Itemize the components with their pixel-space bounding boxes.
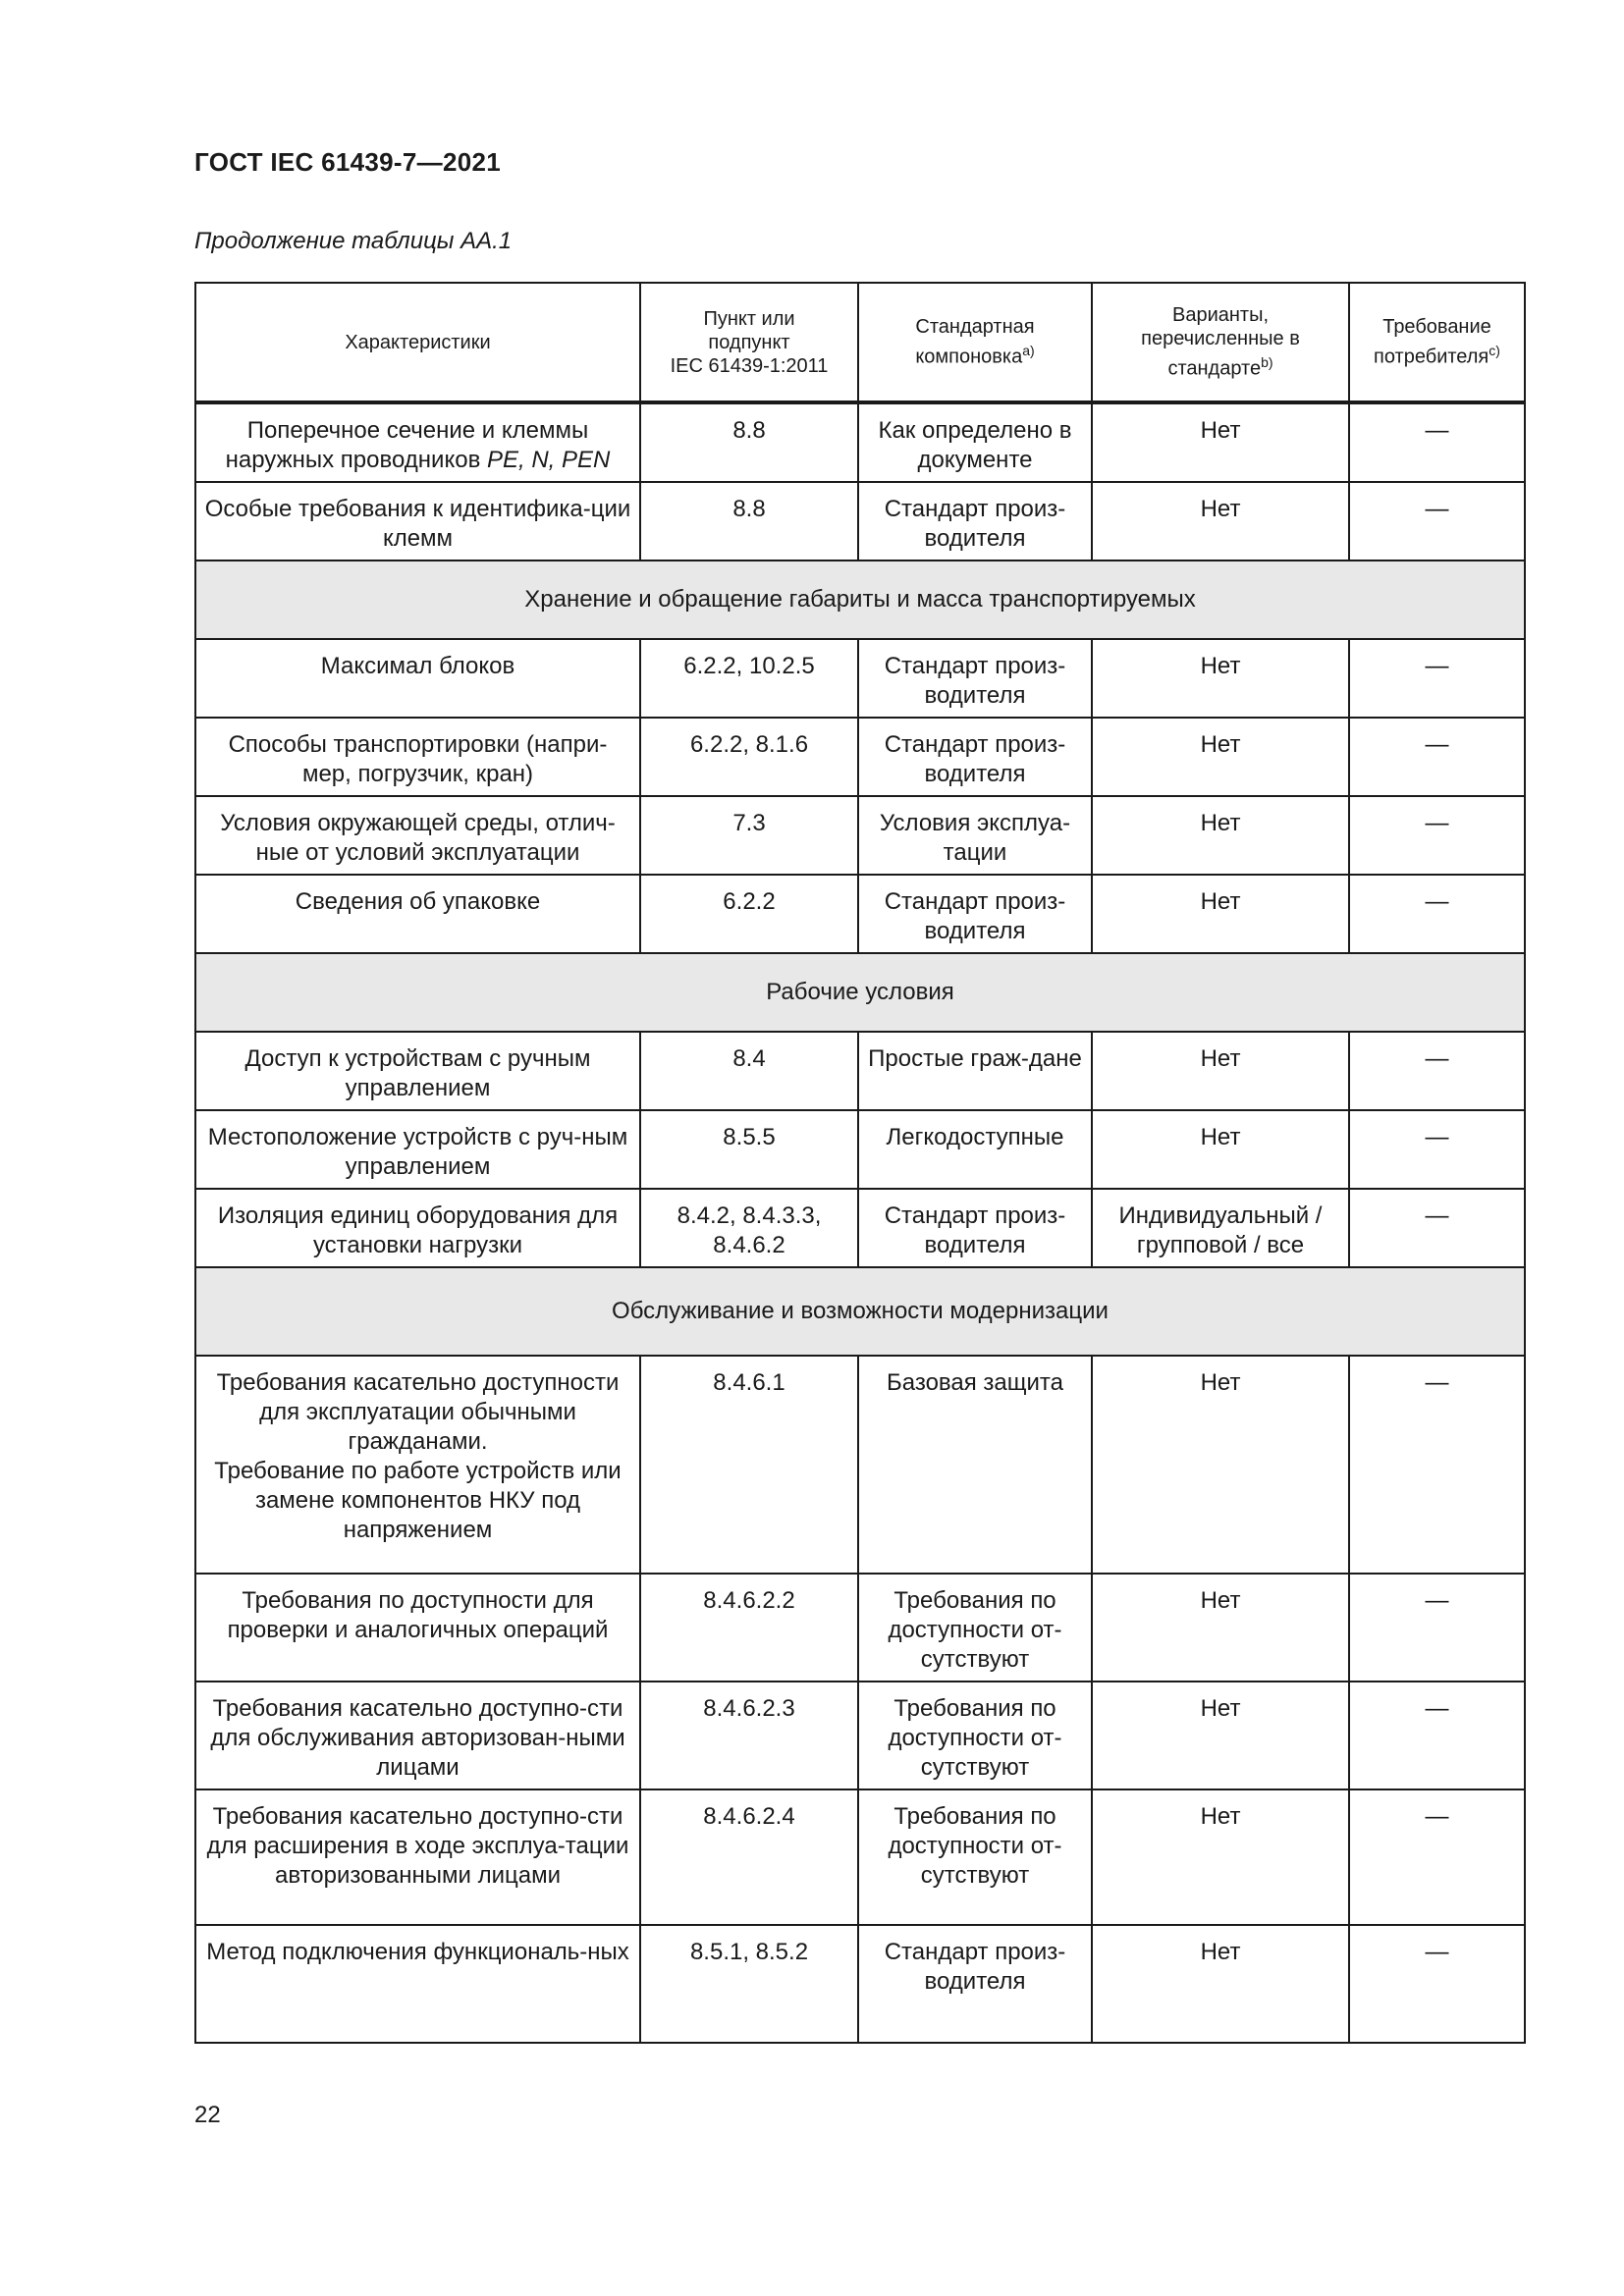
cell-standard: Стандарт произ-водителя xyxy=(858,875,1092,953)
cell-options: Нет xyxy=(1092,1789,1349,1925)
cell-requirement: — xyxy=(1349,1032,1525,1110)
cell-clause: 8.4 xyxy=(640,1032,858,1110)
cell-requirement: — xyxy=(1349,796,1525,875)
cell-clause: 8.4.2, 8.4.3.3, 8.4.6.2 xyxy=(640,1189,858,1267)
cell-requirement: — xyxy=(1349,1789,1525,1925)
cell-options: Нет xyxy=(1092,639,1349,718)
cell-clause: 8.4.6.2.2 xyxy=(640,1574,858,1682)
cell-options: Нет xyxy=(1092,402,1349,482)
section-row xyxy=(195,1267,1525,1356)
cell-standard: Простые граж-дане xyxy=(858,1032,1092,1110)
cell-clause: 8.4.6.2.4 xyxy=(640,1789,858,1925)
col-header-user-requirement: Требование потребителя$^{c)}$ xyxy=(1349,283,1525,402)
spec-table xyxy=(194,282,1526,2044)
cell-options: Нет xyxy=(1092,796,1349,875)
cell-standard: Стандарт произ-водителя xyxy=(858,718,1092,796)
cell-standard: Легкодоступные xyxy=(858,1110,1092,1189)
section-row xyxy=(195,561,1525,639)
cell-standard: Стандарт произ-водителя xyxy=(858,1189,1092,1267)
cell-characteristic: Условия окружающей среды, отлич-ные от условий эксплуатации xyxy=(195,796,640,875)
cell-options: Нет xyxy=(1092,1110,1349,1189)
cell-characteristic: Требования касательно доступно-сти для расширения в ходе эксплуа-тации авторизованными лицами xyxy=(195,1789,640,1925)
section-title: Хранение и обращение габариты и масса транспортируемых xyxy=(195,561,1525,639)
cell-characteristic: Требования по доступности для проверки и аналогичных операций xyxy=(195,1574,640,1682)
table-row xyxy=(195,1356,1525,1574)
cell-standard: Как определено в документе xyxy=(858,402,1092,482)
cell-requirement: — xyxy=(1349,402,1525,482)
col-header-clause: Пункт или подпункт IEC 61439-1:2011 xyxy=(640,283,858,402)
col-header-characteristics: Характеристики xyxy=(195,283,640,402)
cell-options: Нет xyxy=(1092,1032,1349,1110)
table-row xyxy=(195,718,1525,796)
cell-standard: Требования по доступности от-сутствуют xyxy=(858,1574,1092,1682)
document-id: ГОСТ IEC 61439-7—2021 xyxy=(194,147,501,177)
cell-clause: 7.3 xyxy=(640,796,858,875)
cell-characteristic: Местоположение устройств с руч-ным управлением xyxy=(195,1110,640,1189)
col-header-options: Варианты, перечисленные в стандарте$^{b)}$ xyxy=(1092,283,1349,402)
cell-characteristic: Поперечное сечение и клеммы наружных проводников PE, N, PEN xyxy=(195,402,640,482)
cell-characteristic: Сведения об упаковке xyxy=(195,875,640,953)
cell-clause: 8.8 xyxy=(640,402,858,482)
cell-options: Нет xyxy=(1092,1356,1349,1574)
cell-clause: 6.2.2 xyxy=(640,875,858,953)
cell-options: Нет xyxy=(1092,1574,1349,1682)
section-title: Рабочие условия xyxy=(195,953,1525,1032)
cell-clause: 8.5.1, 8.5.2 xyxy=(640,1925,858,2043)
cell-options: Нет xyxy=(1092,1682,1349,1789)
cell-characteristic: Особые требования к идентифика-ции клемм xyxy=(195,482,640,561)
cell-characteristic: Максимал блоков xyxy=(195,639,640,718)
cell-standard: Стандарт произ-водителя xyxy=(858,639,1092,718)
cell-standard: Стандарт произ-водителя xyxy=(858,482,1092,561)
cell-standard: Условия эксплуа-тации xyxy=(858,796,1092,875)
cell-requirement: — xyxy=(1349,1189,1525,1267)
table-row xyxy=(195,875,1525,953)
cell-options: Нет xyxy=(1092,718,1349,796)
table-header-row xyxy=(195,283,1525,402)
cell-options: Нет xyxy=(1092,875,1349,953)
cell-clause: 6.2.2, 8.1.6 xyxy=(640,718,858,796)
table-row xyxy=(195,1574,1525,1682)
cell-characteristic: Метод подключения функциональ-ных xyxy=(195,1925,640,2043)
cell-clause: 8.8 xyxy=(640,482,858,561)
table-row xyxy=(195,639,1525,718)
table-row xyxy=(195,1789,1525,1925)
cell-requirement: — xyxy=(1349,639,1525,718)
table-row xyxy=(195,1032,1525,1110)
cell-options: Нет xyxy=(1092,482,1349,561)
cell-characteristic: Способы транспортировки (напри-мер, погрузчик, кран) xyxy=(195,718,640,796)
table-row xyxy=(195,1189,1525,1267)
cell-clause: 8.4.6.2.3 xyxy=(640,1682,858,1789)
cell-requirement: — xyxy=(1349,1356,1525,1574)
cell-requirement: — xyxy=(1349,1110,1525,1189)
cell-options: Индивидуальный / групповой / все xyxy=(1092,1189,1349,1267)
cell-characteristic: Доступ к устройствам с ручным управлением xyxy=(195,1032,640,1110)
cell-requirement: — xyxy=(1349,1574,1525,1682)
cell-clause: 8.5.5 xyxy=(640,1110,858,1189)
cell-characteristic: Требования касательно доступно-сти для обслуживания авторизован-ными лицами xyxy=(195,1682,640,1789)
table-row xyxy=(195,796,1525,875)
table-row xyxy=(195,482,1525,561)
cell-requirement: — xyxy=(1349,482,1525,561)
table-row xyxy=(195,402,1525,482)
cell-standard: Базовая защита xyxy=(858,1356,1092,1574)
table-row xyxy=(195,1110,1525,1189)
cell-clause: 6.2.2, 10.2.5 xyxy=(640,639,858,718)
cell-options: Нет xyxy=(1092,1925,1349,2043)
cell-standard: Стандарт произ-водителя xyxy=(858,1925,1092,2043)
col-header-standard-arrangement: Стандартная компоновка$^{a)}$ xyxy=(858,283,1092,402)
table-caption: Продолжение таблицы АА.1 xyxy=(194,228,513,254)
section-row xyxy=(195,953,1525,1032)
section-title: Обслуживание и возможности модернизации xyxy=(195,1267,1525,1356)
cell-requirement: — xyxy=(1349,1682,1525,1789)
cell-characteristic: Требования касательно доступности для эксплуатации обычными гражданами. Требование по работе устройств или замене компонентов НКУ под напряжением xyxy=(195,1356,640,1574)
cell-standard: Требования по доступности от-сутствуют xyxy=(858,1682,1092,1789)
page-number: 22 xyxy=(194,2102,221,2128)
cell-requirement: — xyxy=(1349,875,1525,953)
cell-characteristic: Изоляция единиц оборудования для установки нагрузки xyxy=(195,1189,640,1267)
cell-requirement: — xyxy=(1349,718,1525,796)
cell-clause: 8.4.6.1 xyxy=(640,1356,858,1574)
table-row xyxy=(195,1925,1525,2043)
cell-requirement: — xyxy=(1349,1925,1525,2043)
cell-standard: Требования по доступности от-сутствуют xyxy=(858,1789,1092,1925)
table-row xyxy=(195,1682,1525,1789)
